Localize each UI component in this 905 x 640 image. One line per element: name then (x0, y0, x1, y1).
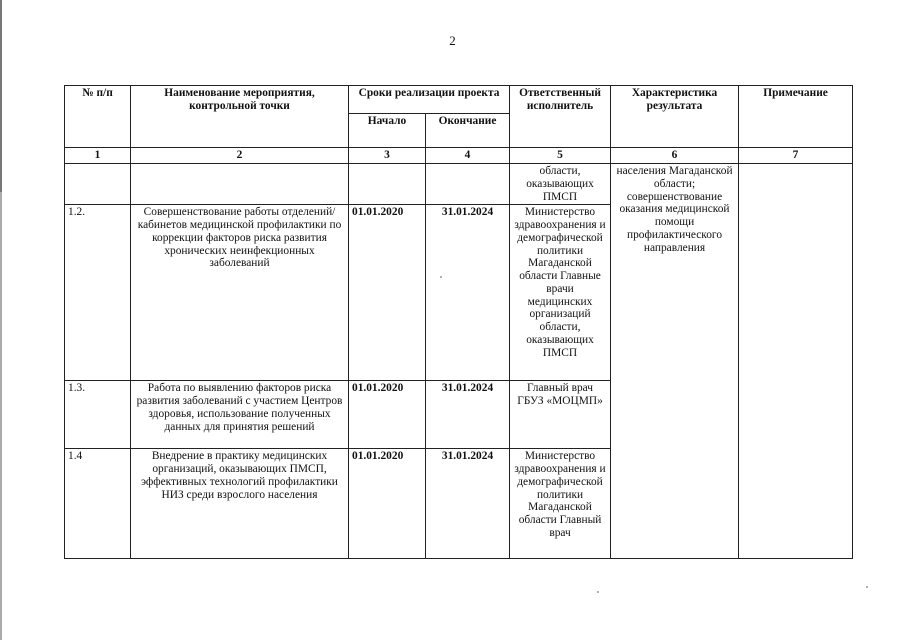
row-num: 1.4 (65, 449, 131, 559)
header-num: № п/п (65, 86, 131, 148)
column-number: 2 (131, 148, 349, 164)
header-result: Характеристика результата (611, 86, 739, 148)
cell-end (426, 164, 510, 205)
scan-speck (597, 591, 599, 593)
column-number: 1 (65, 148, 131, 164)
header-responsible: Ответственный исполнитель (510, 86, 611, 148)
column-number: 7 (739, 148, 853, 164)
row-end: 31.01.2024 (426, 205, 510, 381)
header-row (65, 86, 853, 114)
row-responsible: Министерство здравоохранения и демографической политики Магаданской области Главные врачи медицинских организаций области, оказывающих ПМСП (510, 205, 611, 381)
row-num: 1.2. (65, 205, 131, 381)
column-number: 4 (426, 148, 510, 164)
row-start: 01.01.2020 (349, 381, 426, 449)
header-start: Начало (349, 114, 426, 148)
cell-start (349, 164, 426, 205)
continuation-row (65, 164, 853, 205)
header-terms: Сроки реализации проекта (349, 86, 510, 114)
column-number: 6 (611, 148, 739, 164)
row-name: Работа по выявлению факторов риска развития заболеваний с участием Центров здоровья, использование полученных данных для принятия решений (131, 381, 349, 449)
column-number: 5 (510, 148, 611, 164)
column-number: 3 (349, 148, 426, 164)
cell-name (131, 164, 349, 205)
scan-speck (866, 586, 868, 588)
cell-responsible: области, оказывающих ПМСП (510, 164, 611, 205)
row-num: 1.3. (65, 381, 131, 449)
row-start: 01.01.2020 (349, 205, 426, 381)
row-end: 31.01.2024 (426, 449, 510, 559)
result-characteristic: населения Магаданской области; совершенствование оказания медицинской помощи профилактического направления (611, 164, 739, 559)
header-note: Примечание (739, 86, 853, 148)
row-start: 01.01.2020 (349, 449, 426, 559)
page-number: 2 (449, 33, 456, 48)
activities-table (64, 85, 853, 559)
row-name: Внедрение в практику медицинских организаций, оказывающих ПМСП, эффективных технологий профилактики НИЗ среди взрослого населения (131, 449, 349, 559)
column-number-row (65, 148, 853, 164)
header-name: Наименование мероприятия, контрольной точки (131, 86, 349, 148)
scan-edge-shadow (0, 0, 2, 640)
scan-speck (440, 276, 442, 278)
row-name: Совершенствование работы отделений/кабинетов медицинской профилактики по коррекции факторов риска развития хронических неинфекционных заболеваний (131, 205, 349, 381)
note-cell (739, 164, 853, 559)
row-end: 31.01.2024 (426, 381, 510, 449)
cell-num (65, 164, 131, 205)
row-responsible: Министерство здравоохранения и демографической политики Магаданской области Главный врач (510, 449, 611, 559)
header-end: Окончание (426, 114, 510, 148)
row-responsible: Главный врач ГБУЗ «МОЦМП» (510, 381, 611, 449)
